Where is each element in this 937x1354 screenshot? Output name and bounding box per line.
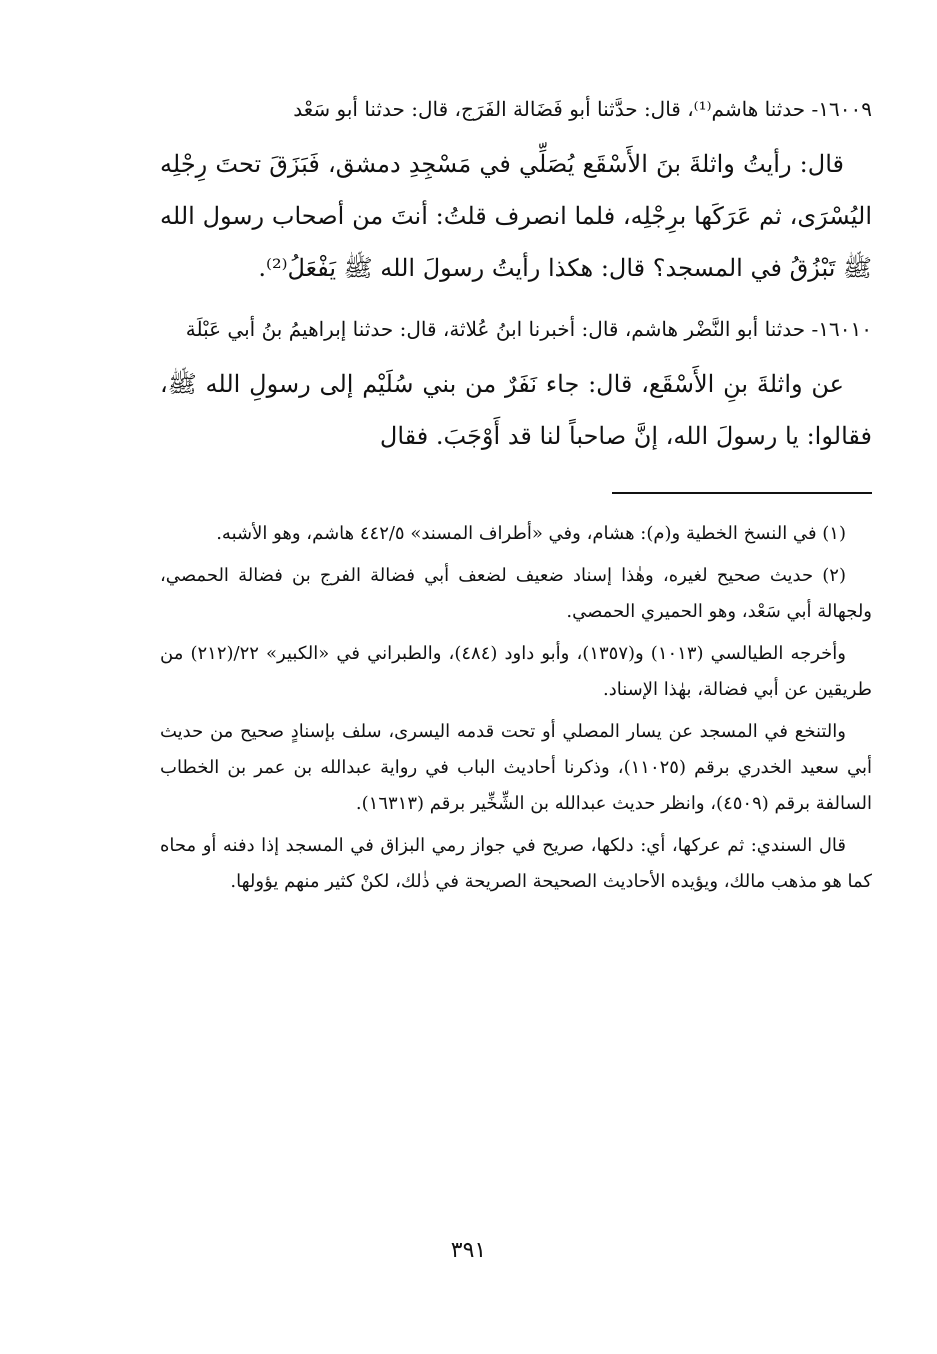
footnote-divider bbox=[612, 492, 872, 494]
hadith-16009-isnad: ١٦٠٠٩- حدثنا هاشم⁽¹⁾، قال: حدَّثنا أبو فَضَالة الفَرَج، قال: حدثنا أبو سَعْد bbox=[293, 97, 872, 121]
hadith-16010-matn: عن واثلةَ بنِ الأَسْقَع، قال: جاء نَفَرٌ من بني سُلَيْم إلى رسولِ الله ﷺ، فقالوا: يا رسولَ الله، إنَّ صاحباً لنا قد أَوْجَبَ. فقال bbox=[160, 370, 872, 450]
footnote-2-takhrij: وأخرجه الطيالسي (١٠١٣) و(١٣٥٧)، وأبو داود (٤٨٤)، والطبراني في «الكبير» ٢٢/(٢١٢) من طريقين عن أبي فضالة، بهٰذا الإسناد. bbox=[160, 643, 872, 700]
page-body bbox=[160, 90, 872, 906]
hadith-16009-matn: قال: رأيتُ واثلةَ بنَ الأَسْقَع يُصَلِّي في مَسْجِدِ دمشق، فَبَزَقَ تحتَ رِجْلِه اليُسْرَى، ثم عَرَكَها برِجْلِه، فلما انصرف قلتُ: أنتَ من أصحاب رسول الله ﷺ تَبْزُقُ في المسجد؟ قال: هكذا رأيتُ رسولَ الله ﷺ يَفْعَلُ⁽²⁾. bbox=[160, 150, 872, 282]
footnote-2-shawahid: والتنخع في المسجد عن يسار المصلي أو تحت قدمه اليسرى، سلف بإسنادٍ صحيح من حديث أبي سعيد الخدري برقم (١١٠٢٥)، وذكرنا أحاديث الباب في رواية عبدالله بن عمر بن الخطاب السالفة برقم (٤٥٠٩)، وانظر حديث عبدالله بن الشِّخِّير برقم (١٦٣١٣). bbox=[160, 721, 872, 814]
hadith-16010-isnad: ١٦٠١٠- حدثنا أبو النَّضْر هاشم، قال: أخبرنا ابنُ عُلاثة، قال: حدثنا إبراهيمُ بنُ أبي عَبْلَة bbox=[185, 317, 872, 341]
footnotes bbox=[160, 516, 872, 900]
footnote-2-sindi: قال السندي: ثم عركها، أي: دلكها، صريح في جواز رمي البزاق في المسجد إذا دفنه أو محاه كما هو مذهب مالك، ويؤيده الأحاديث الصحيحة الصريحة في ذٰلك، لكنْ كثير منهم يؤولها. bbox=[160, 835, 872, 892]
footnote-2: (٢) حديث صحيح لغيره، وهٰذا إسناد ضعيف لضعف أبي فضالة الفرج بن فضالة الحمصي، ولجهالة أبي سَعْد، وهو الحميري الحمصي. bbox=[160, 565, 872, 622]
footnote-1: (١) في النسخ الخطية و(م): هشام، وفي «أطراف المسند» ٤٤٢/٥ هاشم، وهو الأشبه. bbox=[216, 523, 846, 544]
page-number: ٣٩١ bbox=[450, 1238, 487, 1263]
